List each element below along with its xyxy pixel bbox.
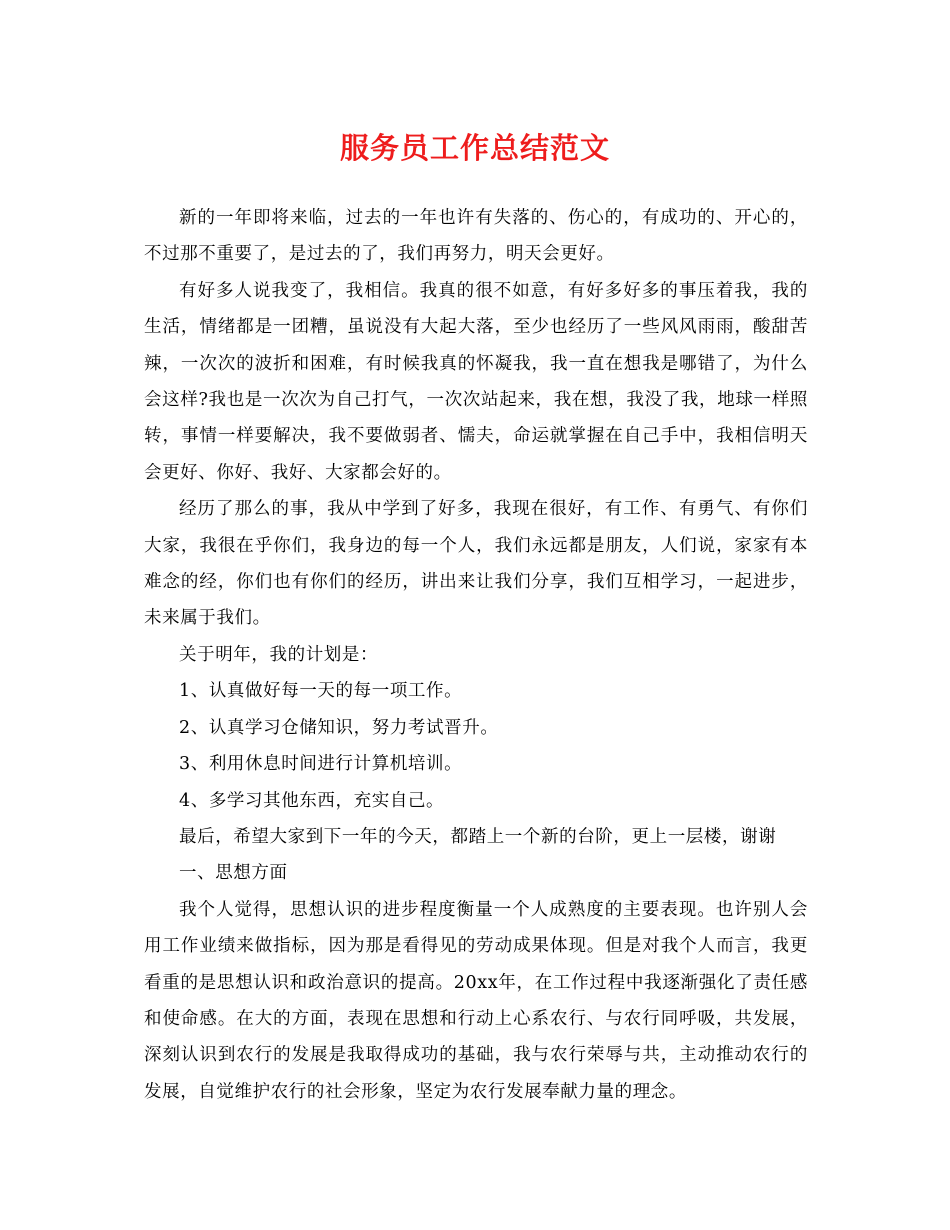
list-item: 1、认真做好每一天的每一项工作。: [179, 681, 463, 702]
list-item: 3、利用休息时间进行计算机培训。: [179, 754, 463, 775]
list-item: 2、认真学习仓储知识，努力考试晋升。: [179, 717, 499, 738]
paragraph: 最后，希望大家到下一年的今天，都踏上一个新的台阶，更上一层楼，谢谢: [179, 826, 777, 847]
list-item: 4、多学习其他东西，充实自己。: [179, 790, 445, 811]
paragraph: 有好多人说我变了，我相信。我真的很不如意，有好多好多的事压着我，我的生活，情绪都是一团糟，虽说没有大起大落，至少也经历了一些风风雨雨，酸甜苦辣，一次次的波折和困难，有时候我真的怀凝我，我一直在想我是哪错了，为什么会这样?我也是一次次为自己打气，一次次站起来，我在想，我没了我，地球一样照转，事情一样要解决，我不要做弱者、懦夫，命运就掌握在自己手中，我相信明天会更好、你好、我好、大家都会好的。: [144, 280, 808, 483]
section-heading: 一、思想方面: [179, 863, 288, 884]
paragraph: 经历了那么的事，我从中学到了好多，我现在很好，有工作、有勇气、有你们大家，我很在乎你们，我身边的每一个人，我们永远都是朋友，人们说，家家有本难念的经，你们也有你们的经历，讲出来让我们分享，我们互相学习，一起进步，未来属于我们。: [144, 499, 808, 629]
paragraph: 关于明年，我的计划是：: [179, 644, 379, 665]
paragraph: 新的一年即将来临，过去的一年也许有失落的、伤心的，有成功的、开心的，不过那不重要了，是过去的了，我们再努力，明天会更好。: [144, 208, 808, 265]
document-title: 服务员工作总结范文: [339, 131, 610, 165]
document-body: [144, 200, 808, 1110]
paragraph: 我个人觉得，思想认识的进步程度衡量一个人成熟度的主要表现。也许别人会用工作业绩来做指标，因为那是看得见的劳动成果体现。但是对我个人而言，我更看重的是思想认识和政治意识的提高。20xx年，在工作过程中我逐渐强化了责任感和使命感。在大的方面，表现在思想和行动上心系农行、与农行同呼吸，共发展，深刻认识到农行的发展是我取得成功的基础，我与农行荣辱与共，主动推动农行的发展，自觉维护农行的社会形象，坚定为农行发展奉献力量的理念。: [144, 899, 808, 1102]
